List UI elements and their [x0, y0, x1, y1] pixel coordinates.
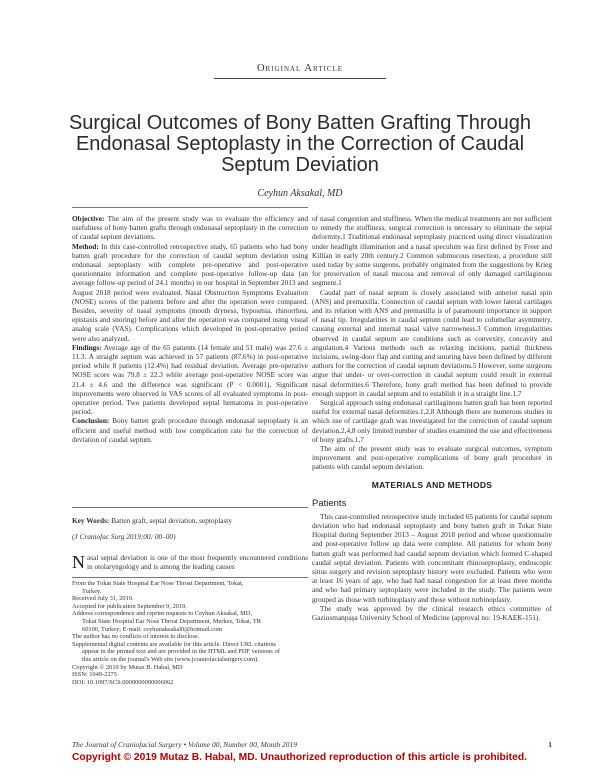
intro-paragraph: Nasal septal deviation is one of the most frequently encountered conditions in otolaryngology and is among the leading causes [72, 552, 308, 572]
accepted-date: Accepted for publication September 9, 2019. [72, 602, 187, 610]
body-paragraph: Caudal part of nasal septum is closely associated with anterior nasal spin (ANS) and premaxilla. Connection of caudal septum with lower lateral cartilages and its relation with ANS and premaxilla is of paramount importance in support of nasal tip. Irregularities in caudal septum could lead to columellar asymmetry, causing external and internal nasal valve narrowness.3 Common irregularities observed in caudal septum are conditions such as convexity, concavity and angulation.4 Various methods such as relaxing incisions, partial thickness incisions, swing-door flap and cutting and suturing have been defined by different authors for the correction of caudal septum deviations.5 However, some surgeons argue that under- or over-correction in caudal septum could result in external nasal deformities.6 Therefore, bony graft method has been defined to provide enough support in caudal septum and to establish it in a straight line.1,7 [312, 287, 552, 398]
copyright-note: Copyright © 2019 by Mutaz B. Habal, MD [72, 663, 183, 671]
article-author: Ceyhun Aksakal, MD [257, 188, 343, 199]
doi: DOI: 10.1097/SCS.0000000000006062 [72, 678, 174, 686]
abstract-top-rule [72, 207, 308, 208]
section-heading: MATERIALS AND METHODS [371, 479, 493, 490]
abstract-findings: Findings: Average age of the 65 patients (14 female and 51 male) was 27.6 ± 11.3. A straight septum was achieved in 57 patients (87.6%) in post-operative period while 8 patients (12.4%) had residual deviation. Average pre-operative NOSE score was 79.8 ± 22.3 while average post-operative NOSE score was 21.4 ± 4.6 and the difference was significant (P < 0.0001). Significant improvements were observed in VAS scores of all evaluated symptoms in post-operative period. Two patients developed septal hematoma in post-operative period. [72, 342, 308, 417]
correspondence-email: 60100, Turkey; E-mail: ceyhunaksakal0@hotmail.com [82, 625, 223, 633]
body-paragraph: The aim of the present study was to evaluate surgical outcomes, symptom improvement and post-operative complications of bony graft procedure in patients with caudal septum deviation. [312, 444, 552, 472]
received-date: Received July 31, 2019. [72, 595, 134, 603]
correspondence-line: Address correspondence and reprint requests to Ceyhun Aksakal, MD, [72, 610, 252, 618]
copyright-banner: Copyright © 2019 Mutaz B. Habal, MD. Unauthorized reproduction of this article is prohibited. [72, 752, 527, 763]
section-rule [214, 78, 386, 79]
body-paragraph: The study was approved by the clinical research ethics committee of Gaziosmanpaşa University School of Medicine (approval no: 19-KAEK-151). [312, 603, 552, 622]
body-paragraph: This case-controlled retrospective study included 65 patients for caudal septum deviation who had endonasal septoplasty and bony batten graft in Tokat State Hospital during September 2013 – August 2018 period and whose questionnaire and post-operative follow up data were complete. All patients for whom bony batten graft was performed had caudal septum deviation which formed C-shaped caudal septal deviation. Patients with concomitant rhinoseptoplasty, endoscopic sinus surgery and revision septoplasty history were excluded. Patients who were at least 16 years of age, who had had nasal congestion for at least three months and who had primary septoplasty were included in the study. The patients were grouped as those with turbinoplasty and those without turbinoplasty. [312, 511, 552, 604]
supplemental-note: Supplemental digital contents are available for this article. Direct URL citations [72, 640, 277, 648]
keywords-text: Batten graft, septal deviation, septoplasty [111, 516, 232, 525]
keywords [72, 516, 308, 525]
conflict-statement: The author has no conflicts of interest to disclose. [72, 633, 200, 641]
keywords-label: Key Words: [72, 516, 110, 525]
page-number: 1 [548, 740, 552, 749]
section-label: Original Article [256, 63, 344, 74]
article-title: Surgical Outcomes of Bony Batten Grafting Through Endonasal Septoplasty in the Correction of Caudal Septum Deviation [68, 112, 532, 176]
journal-footer: The Journal of Craniofacial Surgery • Volume 00, Number 00, Month 2019 [72, 740, 298, 749]
supplemental-note-3: this article on the journal's Web site (www.jcraniofacialsurgery.com). [82, 655, 259, 663]
citation: (J Craniofac Surg 2019;00: 00–00) [72, 532, 176, 541]
subsection-heading: Patients [312, 497, 347, 509]
supplemental-note-2: appear in the printed text and are provided in the HTML and PDF versions of [82, 648, 280, 656]
abstract-method: Method: In this case-controlled retrospective study, 65 patients who had bony batten graft procedure for the correction of caudal septum deviation using endonasal septoplasty with complete pre-operative and post-operative questionnaire information and complete post-operative follow-up data (an average follow-up period of 24.1 months) in our hospital in September 2013 and August 2018 period were evaluated. Nasal Obstruction Symptoms Evaluation (NOSE) scores of the patients before and after the operation were compared. Besides, severity of nasal symptoms (mouth dryness, hyposmia, rhinorrhea, epistaxis and snoring) before and after the operation was compared using visual analog scale (VAS). Complications which developed in post-operative period were also analyzed. [72, 241, 309, 343]
abstract-conclusion: Conclusion: Bony batten graft procedure through endonasal septoplasty is an efficient and useful method with low complication rate for the correction of deviation of caudal septum. [72, 416, 308, 444]
abstract-bottom-rule [72, 507, 308, 508]
body-paragraph: of nasal congestion and stuffiness. When the medical treatments are not sufficient to remedy the stuffiness, surgical correction is necessary to eliminate the septal deformity.1 Traditional endonasal septoplasty practiced using direct visualization under headlight illumination and a nasal speculum was first defined by Freer and Killian in early 20th century.2 Common submucous resection, a procedure still used today by some surgeons, probably originated from the suggestions by Krieg for preservation of nasal mucosa and removal of only damaged cartilaginous segment.1 [312, 214, 552, 288]
affiliation-line: From the Tokat State Hospital Ear Nose Throat Department, Tokat, [72, 580, 244, 587]
affiliation-country: Turkey. [82, 587, 102, 595]
page-footer [72, 740, 552, 749]
correspondence-address: Tokat State Hospital Ear Nose Throat Department, Merkez, Tokat, TR [82, 617, 262, 625]
article-notes [72, 580, 308, 686]
abstract-objective: Objective: The aim of the present study was to evaluate the efficiency and usefulness of bony batten grafts through endonasal septoplasty in the correction of caudal septum deviations. [72, 214, 308, 242]
notes-rule [72, 577, 308, 578]
drop-cap: N [72, 552, 85, 572]
body-paragraph: Surgical approach using endonasal cartilaginous batten graft has been reported useful for external nasal deformities.1,2,8 Although there are numerous studies in which use of cartilage graft was investigated for the correction of caudal septum deviation,2,4,8 only limited number of studies examined the use and effectiveness of bony grafts.1,7 [312, 398, 552, 444]
abstract [72, 214, 308, 444]
issn: ISSN: 1049-2275 [72, 671, 117, 679]
body-text [312, 214, 552, 622]
